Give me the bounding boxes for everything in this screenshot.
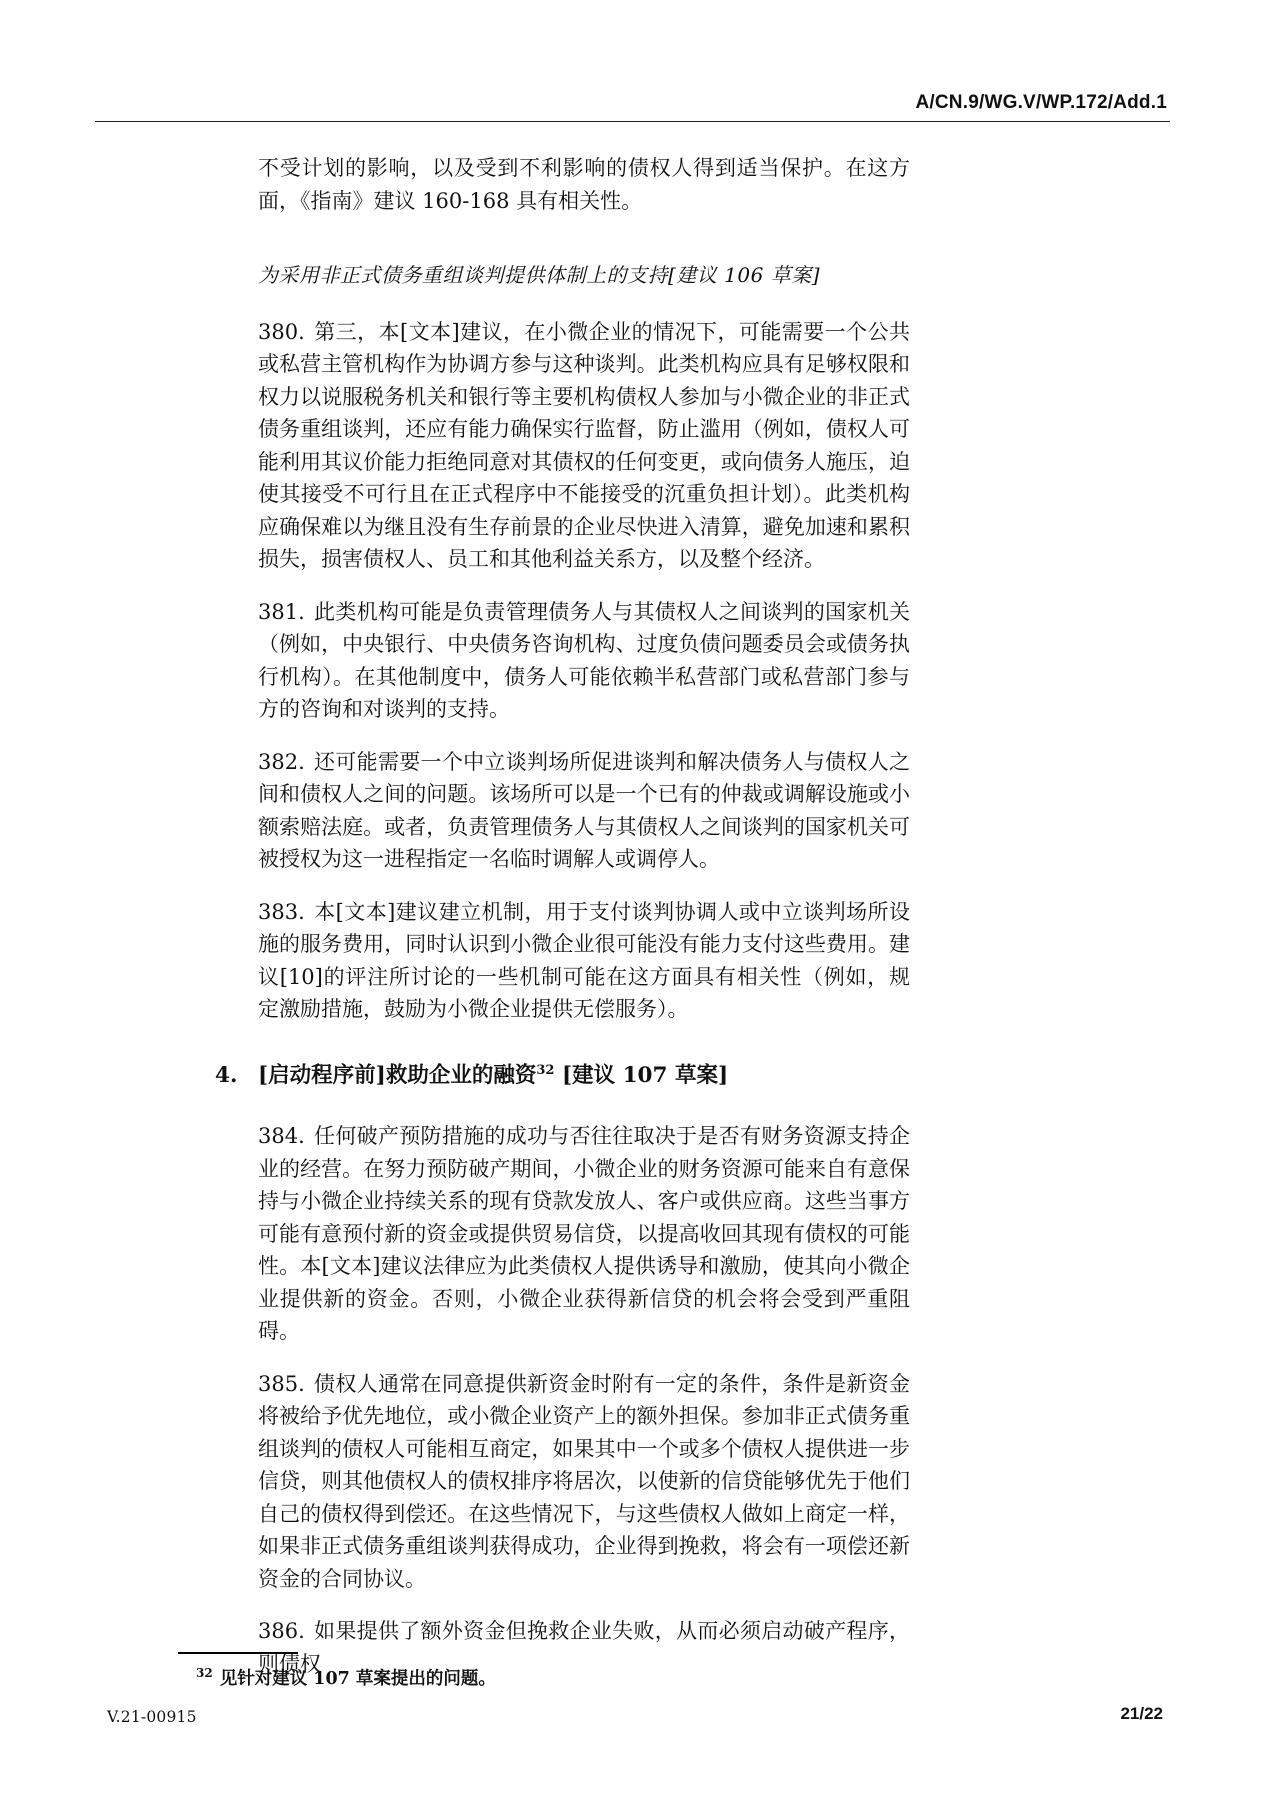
subheading-recommendation-106: 为采用非正式债务重组谈判提供体制上的支持[建议 106 草案] <box>258 263 820 287</box>
paragraph-385 <box>258 1368 910 1596</box>
footnote-32 <box>196 1666 496 1692</box>
paragraph-380 <box>258 316 910 576</box>
paragraph-continuation: 不受计划的影响，以及受到不利影响的债权人得到适当保护。在这方面，《指南》建议 160-168 具有相关性。 <box>258 156 910 213</box>
paragraph-384 <box>258 1120 910 1348</box>
document-body <box>215 152 910 1700</box>
paragraph-381 <box>258 596 910 726</box>
paragraph-text: 第三，本[文本]建议，在小微企业的情况下，可能需要一个公共或私营主管机构作为协调方参与这种谈判。此类机构应具有足够权限和权力以说服税务机关和银行等主要机构债权人参加与小微企业的非正式债务重组谈判，还应有能力确保实行监督，防止滥用（例如，债权人可能利用其议价能力拒绝同意对其债权的任何变更，或向债务人施压，迫使其接受不可行且在正式程序中不能接受的沉重负担计划）。此类机构应确保难以为继且没有生存前景的企业尽快进入清算，避免加速和累积损失，损害债权人、员工和其他利益关系方，以及整个经济。 <box>258 319 910 571</box>
paragraph-text: 债权人通常在同意提供新资金时附有一定的条件，条件是新资金将被给予优先地位，或小微企业资产上的额外担保。参加非正式债务重组谈判的债权人可能相互商定，如果其中一个或多个债权人提供进一步信贷，则其他债权人的债权排序将居次，以使新的信贷能够优先于他们自己的债权得到偿还。在这些情况下，与这些债权人做如上商定一样，如果非正式债务重组谈判获得成功，企业得到挽救，将会有一项偿还新资金的合同协议。 <box>258 1371 910 1591</box>
section-title-suffix: [建议 107 草案] <box>554 1062 729 1088</box>
paragraph-text: 如果提供了额外资金但挽救企业失败，从而必须启动破产程序，则债权 <box>258 1619 910 1676</box>
paragraph-number: 384. <box>258 1124 305 1148</box>
footnote-reference-32: 32 <box>536 1062 555 1078</box>
paragraph-number: 383. <box>258 899 305 924</box>
paragraph-text: 任何破产预防措施的成功与否往往取决于是否有财务资源支持企业的经营。在努力预防破产期间，小微企业的财务资源可能来自有意保持与小微企业持续关系的现有贷款发放人、客户或供应商。这些当事方可能有意预付新的资金或提供贸易信贷，以提高收回其现有债权的可能性。本[文本]建议法律应为此类债权人提供诱导和激励，使其向小微企业提供新的资金。否则，小微企业获得新信贷的机会将会受到严重阻碍。 <box>258 1124 910 1343</box>
footer-page-number: 21/22 <box>1120 1704 1163 1723</box>
document-symbol: A/CN.9/WG.V/WP.172/Add.1 <box>915 92 1167 113</box>
paragraph-text: 本[文本]建议建立机制，用于支付谈判协调人或中立谈判场所设施的服务费用，同时认识到小微企业很可能没有能力支付这些费用。建议[10]的评注所讨论的一些机制可能在这方面具有相关性（例如，规定激励措施，鼓励为小微企业提供无偿服务）。 <box>258 899 910 1021</box>
paragraph-number: 382. <box>258 749 305 774</box>
footer-document-number: V.21-00915 <box>107 1708 197 1726</box>
paragraph-text: 还可能需要一个中立谈判场所促进谈判和解决债务人与债权人之间和债权人之间的问题。该场所可以是一个已有的仲裁或调解设施或小额索赔法庭。或者，负责管理债务人与其债权人之间谈判的国家机关可被授权为这一进程指定一名临时调解人或调停人。 <box>258 749 910 871</box>
paragraph-number: 385. <box>258 1371 305 1396</box>
paragraph-383 <box>258 896 910 1026</box>
paragraph-number: 386. <box>258 1619 305 1643</box>
paragraph-number: 381. <box>258 599 305 624</box>
section-number: 4. <box>215 1062 238 1088</box>
section-title: [启动程序前]救助企业的融资 <box>258 1062 537 1088</box>
footnote-text: 见针对建议 107 草案提出的问题。 <box>219 1669 496 1689</box>
footnote-separator <box>178 1652 298 1654</box>
paragraph-number: 380. <box>258 319 305 344</box>
paragraph-382 <box>258 746 910 876</box>
header-rule <box>95 121 1170 122</box>
paragraph-text: 此类机构可能是负责管理债务人与其债权人之间谈判的国家机关（例如，中央银行、中央债务咨询机构、过度负债问题委员会或债务执行机构）。在其他制度中，债务人可能依赖半私营部门或私营部门参与方的咨询和对谈判的支持。 <box>258 599 910 721</box>
section-heading-4 <box>215 1060 910 1093</box>
footnote-number: 32 <box>196 1666 213 1681</box>
